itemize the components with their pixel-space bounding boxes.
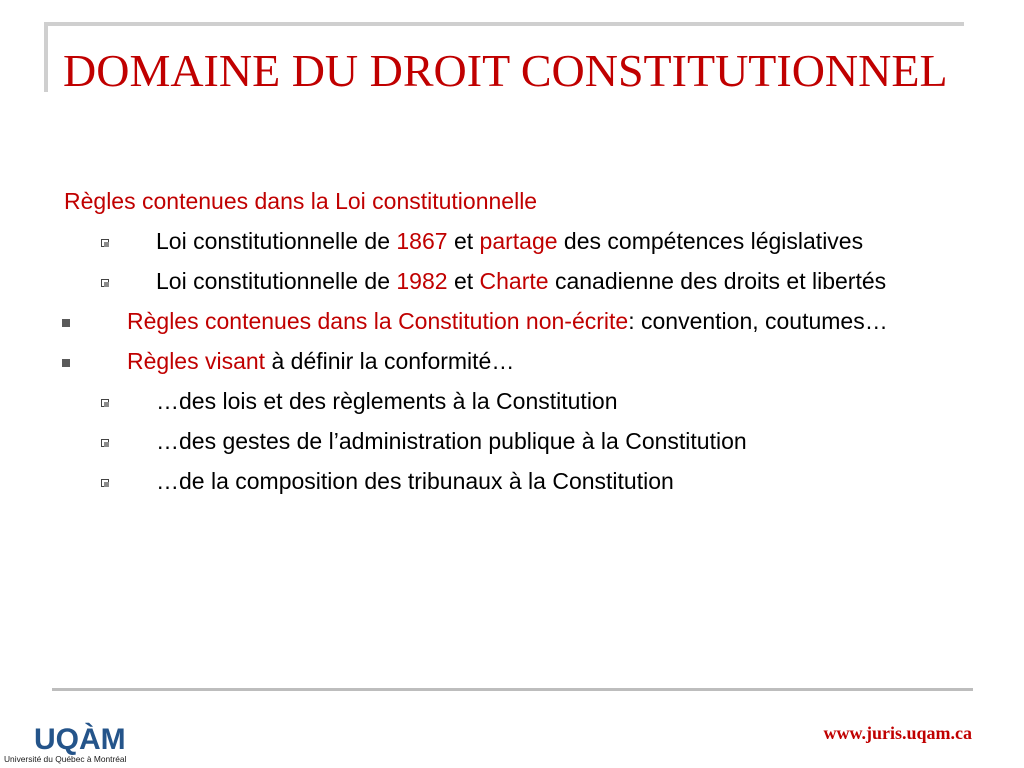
item-text: …des gestes de l’administration publique à la Constitution: [156, 428, 747, 454]
slide-frame-left: [44, 22, 48, 92]
list-item: [60, 306, 970, 337]
item-text: canadienne des droits et libertés: [548, 268, 887, 294]
item-text: à définir la conformité…: [265, 348, 515, 374]
item-year: 1867: [396, 228, 448, 254]
item-text: et: [447, 228, 480, 254]
footer-divider: [52, 688, 973, 691]
list-item: [60, 226, 970, 257]
hollow-square-bullet-icon: [101, 239, 109, 247]
slide-frame-top: [44, 22, 964, 26]
hollow-square-bullet-icon: [101, 479, 109, 487]
item-text: Loi constitutionnelle de: [156, 228, 397, 254]
item-keyword: Règles visant: [127, 348, 266, 374]
logo-subtitle: Université du Québec à Montréal: [4, 754, 127, 764]
item-keyword: partage: [479, 228, 558, 254]
hollow-square-bullet-icon: [101, 399, 109, 407]
list-item: [60, 266, 970, 297]
list-item: [60, 346, 970, 377]
item-year: 1982: [396, 268, 448, 294]
item-text: …des lois et des règlements à la Constitution: [156, 388, 618, 414]
list-item: [60, 386, 970, 417]
section-heading: Règles contenues dans la Loi constitutionnelle: [64, 188, 538, 214]
logo-wordmark: UQÀM: [34, 723, 126, 756]
list-item: [60, 426, 970, 457]
item-text: : convention, coutumes…: [628, 308, 888, 334]
slide-content: [60, 186, 970, 497]
slide-title: DOMAINE DU DROIT CONSTITUTIONNEL: [63, 45, 948, 96]
uqam-logo: [0, 716, 165, 768]
item-text: …de la composition des tribunaux à la Constitution: [156, 468, 674, 494]
item-keyword: Charte: [479, 268, 549, 294]
item-keyword: Règles contenues dans la Constitution non-écrite: [127, 308, 629, 334]
website-url: www.juris.uqam.ca: [823, 723, 972, 743]
square-bullet-icon: [62, 319, 70, 327]
hollow-square-bullet-icon: [101, 279, 109, 287]
item-text: Loi constitutionnelle de: [156, 268, 397, 294]
square-bullet-icon: [62, 359, 70, 367]
hollow-square-bullet-icon: [101, 439, 109, 447]
item-text: des compétences législatives: [557, 228, 864, 254]
item-text: et: [447, 268, 480, 294]
list-item: [60, 466, 970, 497]
